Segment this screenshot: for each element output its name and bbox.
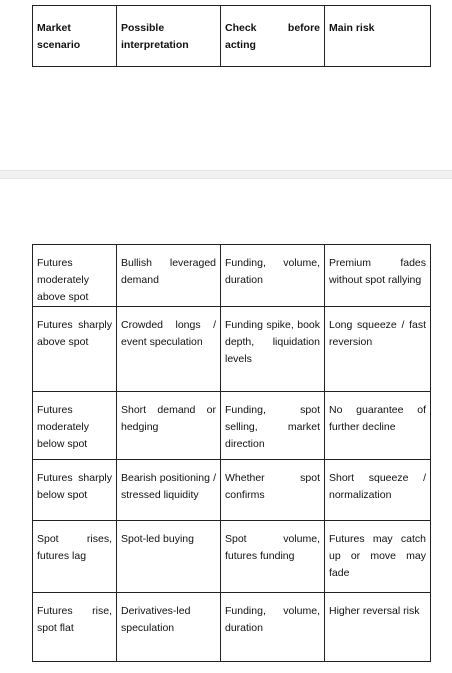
cell-check: Funding spike, book depth, liquidation levels: [221, 307, 325, 392]
cell-interpretation: Spot-led buying: [117, 521, 221, 593]
cell-risk: Futures may catch up or move may fade: [325, 521, 431, 593]
cell-interpretation: Derivatives-led speculation: [117, 593, 221, 662]
cell-risk: Long squeeze / fast reversion: [325, 307, 431, 392]
cell-interpretation: Bullish leveraged demand: [117, 245, 221, 307]
table-row: [33, 392, 431, 460]
cell-scenario: Futures sharply above spot: [33, 307, 117, 392]
table-row: [33, 460, 431, 521]
header-possible-interpretation: Possible interpretation: [117, 6, 221, 67]
table-row: [33, 521, 431, 593]
cell-interpretation: Bearish positioning / stressed liquidity: [117, 460, 221, 521]
cell-scenario: Spot rises, futures lag: [33, 521, 117, 593]
table-body: [32, 244, 431, 662]
cell-interpretation: Short demand or hedging: [117, 392, 221, 460]
table-row: [33, 307, 431, 392]
header-main-risk: Main risk: [325, 6, 431, 67]
page-break: [0, 170, 452, 179]
table-header: [32, 5, 431, 67]
table-row: [33, 593, 431, 662]
cell-risk: Premium fades without spot rallying: [325, 245, 431, 307]
cell-risk: Higher reversal risk: [325, 593, 431, 662]
table-row: [33, 245, 431, 307]
cell-scenario: Futures rise, spot flat: [33, 593, 117, 662]
cell-check: Funding, volume, duration: [221, 593, 325, 662]
cell-check: Whether spot confirms: [221, 460, 325, 521]
cell-risk: Short squeeze / normalization: [325, 460, 431, 521]
cell-scenario: Futures sharply below spot: [33, 460, 117, 521]
header-check-before-acting: Check before acting: [221, 6, 325, 67]
header-row: [33, 6, 431, 67]
cell-interpretation: Crowded longs / event speculation: [117, 307, 221, 392]
cell-risk: No guarantee of further decline: [325, 392, 431, 460]
cell-check: Spot volume, futures funding: [221, 521, 325, 593]
cell-scenario: Futures moderately above spot: [33, 245, 117, 307]
cell-check: Funding, volume, duration: [221, 245, 325, 307]
cell-scenario: Futures moderately below spot: [33, 392, 117, 460]
cell-check: Funding, spot selling, market direction: [221, 392, 325, 460]
header-market-scenario: Market scenario: [33, 6, 117, 67]
